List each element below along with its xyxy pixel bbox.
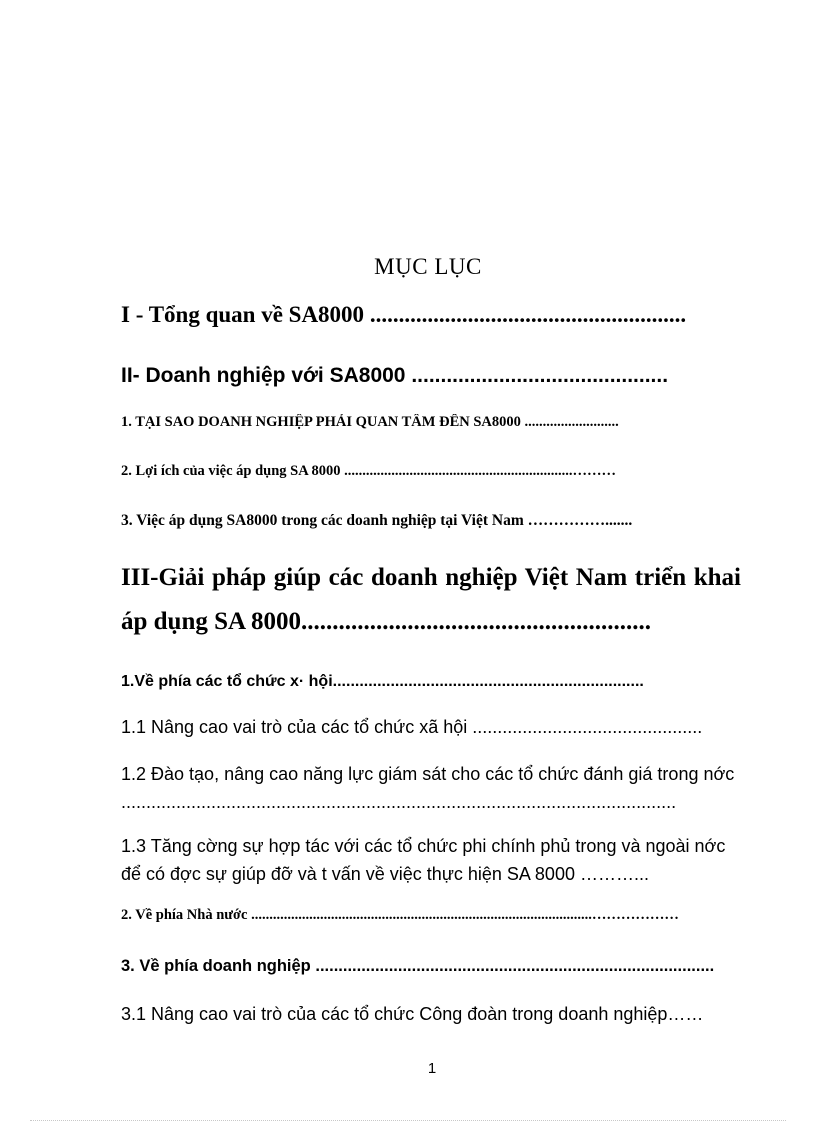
toc-leader-dots: ....................................................... bbox=[364, 302, 687, 327]
toc-entry-text: II- Doanh nghiệp với SA8000 bbox=[121, 364, 406, 387]
toc-entry-text: 1. TẠI SAO DOANH NGHIỆP PHẢI QUAN TÂM ĐẾN SA8000 bbox=[121, 414, 521, 430]
toc-entry-text: 1.3 Tăng cờng sự hợp tác với các tổ chức phi chính phủ trong và ngoài nớc để có đợc sự giúp đỡ và t vấn về việc thực hiện SA 8000 bbox=[121, 836, 726, 884]
toc-entry-text: 2. Lợi ích của việc áp dụng SA 8000 bbox=[121, 463, 341, 479]
toc-entry-solutions bbox=[121, 556, 741, 644]
toc-entry-text: 3.1 Nâng cao vai trò của các tổ chức Công đoàn trong doanh nghiệp bbox=[121, 1004, 668, 1024]
toc-leader-dots: ……………....... bbox=[523, 512, 633, 529]
toc-leader-dots: ...............................................................……… bbox=[340, 463, 617, 479]
toc-entry-text: 3. Về phía doanh nghiệp bbox=[121, 957, 311, 975]
toc-entry-text: 3. Việc áp dụng SA8000 trong các doanh nghiệp tại Việt Nam bbox=[121, 512, 524, 529]
toc-entry-1-1 bbox=[121, 717, 741, 738]
toc-entry-1-3 bbox=[121, 832, 741, 888]
toc-leader-dots: ............................................................................................................... bbox=[121, 792, 677, 812]
toc-entry-state bbox=[121, 907, 741, 924]
toc-entry-enterprise bbox=[121, 957, 741, 976]
page-number: 1 bbox=[427, 1060, 437, 1077]
page-bottom-border bbox=[30, 1120, 786, 1121]
toc-entry-text: III-Giải pháp giúp các doanh nghiệp Việt Nam triển khai áp dụng SA 8000 bbox=[121, 564, 741, 635]
toc-leader-dots: ....................................................................................... bbox=[310, 957, 715, 975]
toc-leader-dots: ............................................ bbox=[405, 364, 669, 387]
toc-entry-text: 1.1 Nâng cao vai trò của các tổ chức xã hội bbox=[121, 717, 468, 737]
toc-leader-dots: .............................................. bbox=[467, 717, 703, 737]
toc-entry-text: I - Tổng quan về SA8000 bbox=[121, 302, 365, 327]
toc-leader-dots: ........................................................ bbox=[300, 608, 651, 635]
toc-entry-1-2 bbox=[121, 760, 741, 816]
toc-leader-dots: ...................................................................... bbox=[332, 673, 644, 690]
toc-entry-text: 2. Về phía Nhà nước bbox=[121, 907, 248, 923]
toc-title: MỤC LỤC bbox=[374, 254, 482, 279]
toc-entry-text: 1.2 Đào tạo, nâng cao năng lực giám sát cho các tổ chức đánh giá trong nớc bbox=[121, 764, 735, 784]
toc-leader-dots: …… bbox=[667, 1004, 704, 1024]
toc-leader-dots: .......................... bbox=[520, 414, 619, 430]
toc-entry-why bbox=[121, 414, 741, 431]
toc-leader-dots: ..............................................................................................……………… bbox=[247, 907, 679, 923]
toc-entry-overview bbox=[121, 302, 741, 328]
toc-entry-benefits bbox=[121, 463, 741, 480]
toc-entry-business bbox=[121, 364, 741, 388]
toc-entry-text: 1.Về phía các tổ chức x· hội bbox=[121, 673, 333, 690]
toc-entry-application bbox=[121, 512, 741, 530]
toc-entry-3-1 bbox=[121, 1004, 741, 1025]
toc-leader-dots: ………... bbox=[574, 864, 649, 884]
toc-entry-social-orgs bbox=[121, 673, 741, 691]
